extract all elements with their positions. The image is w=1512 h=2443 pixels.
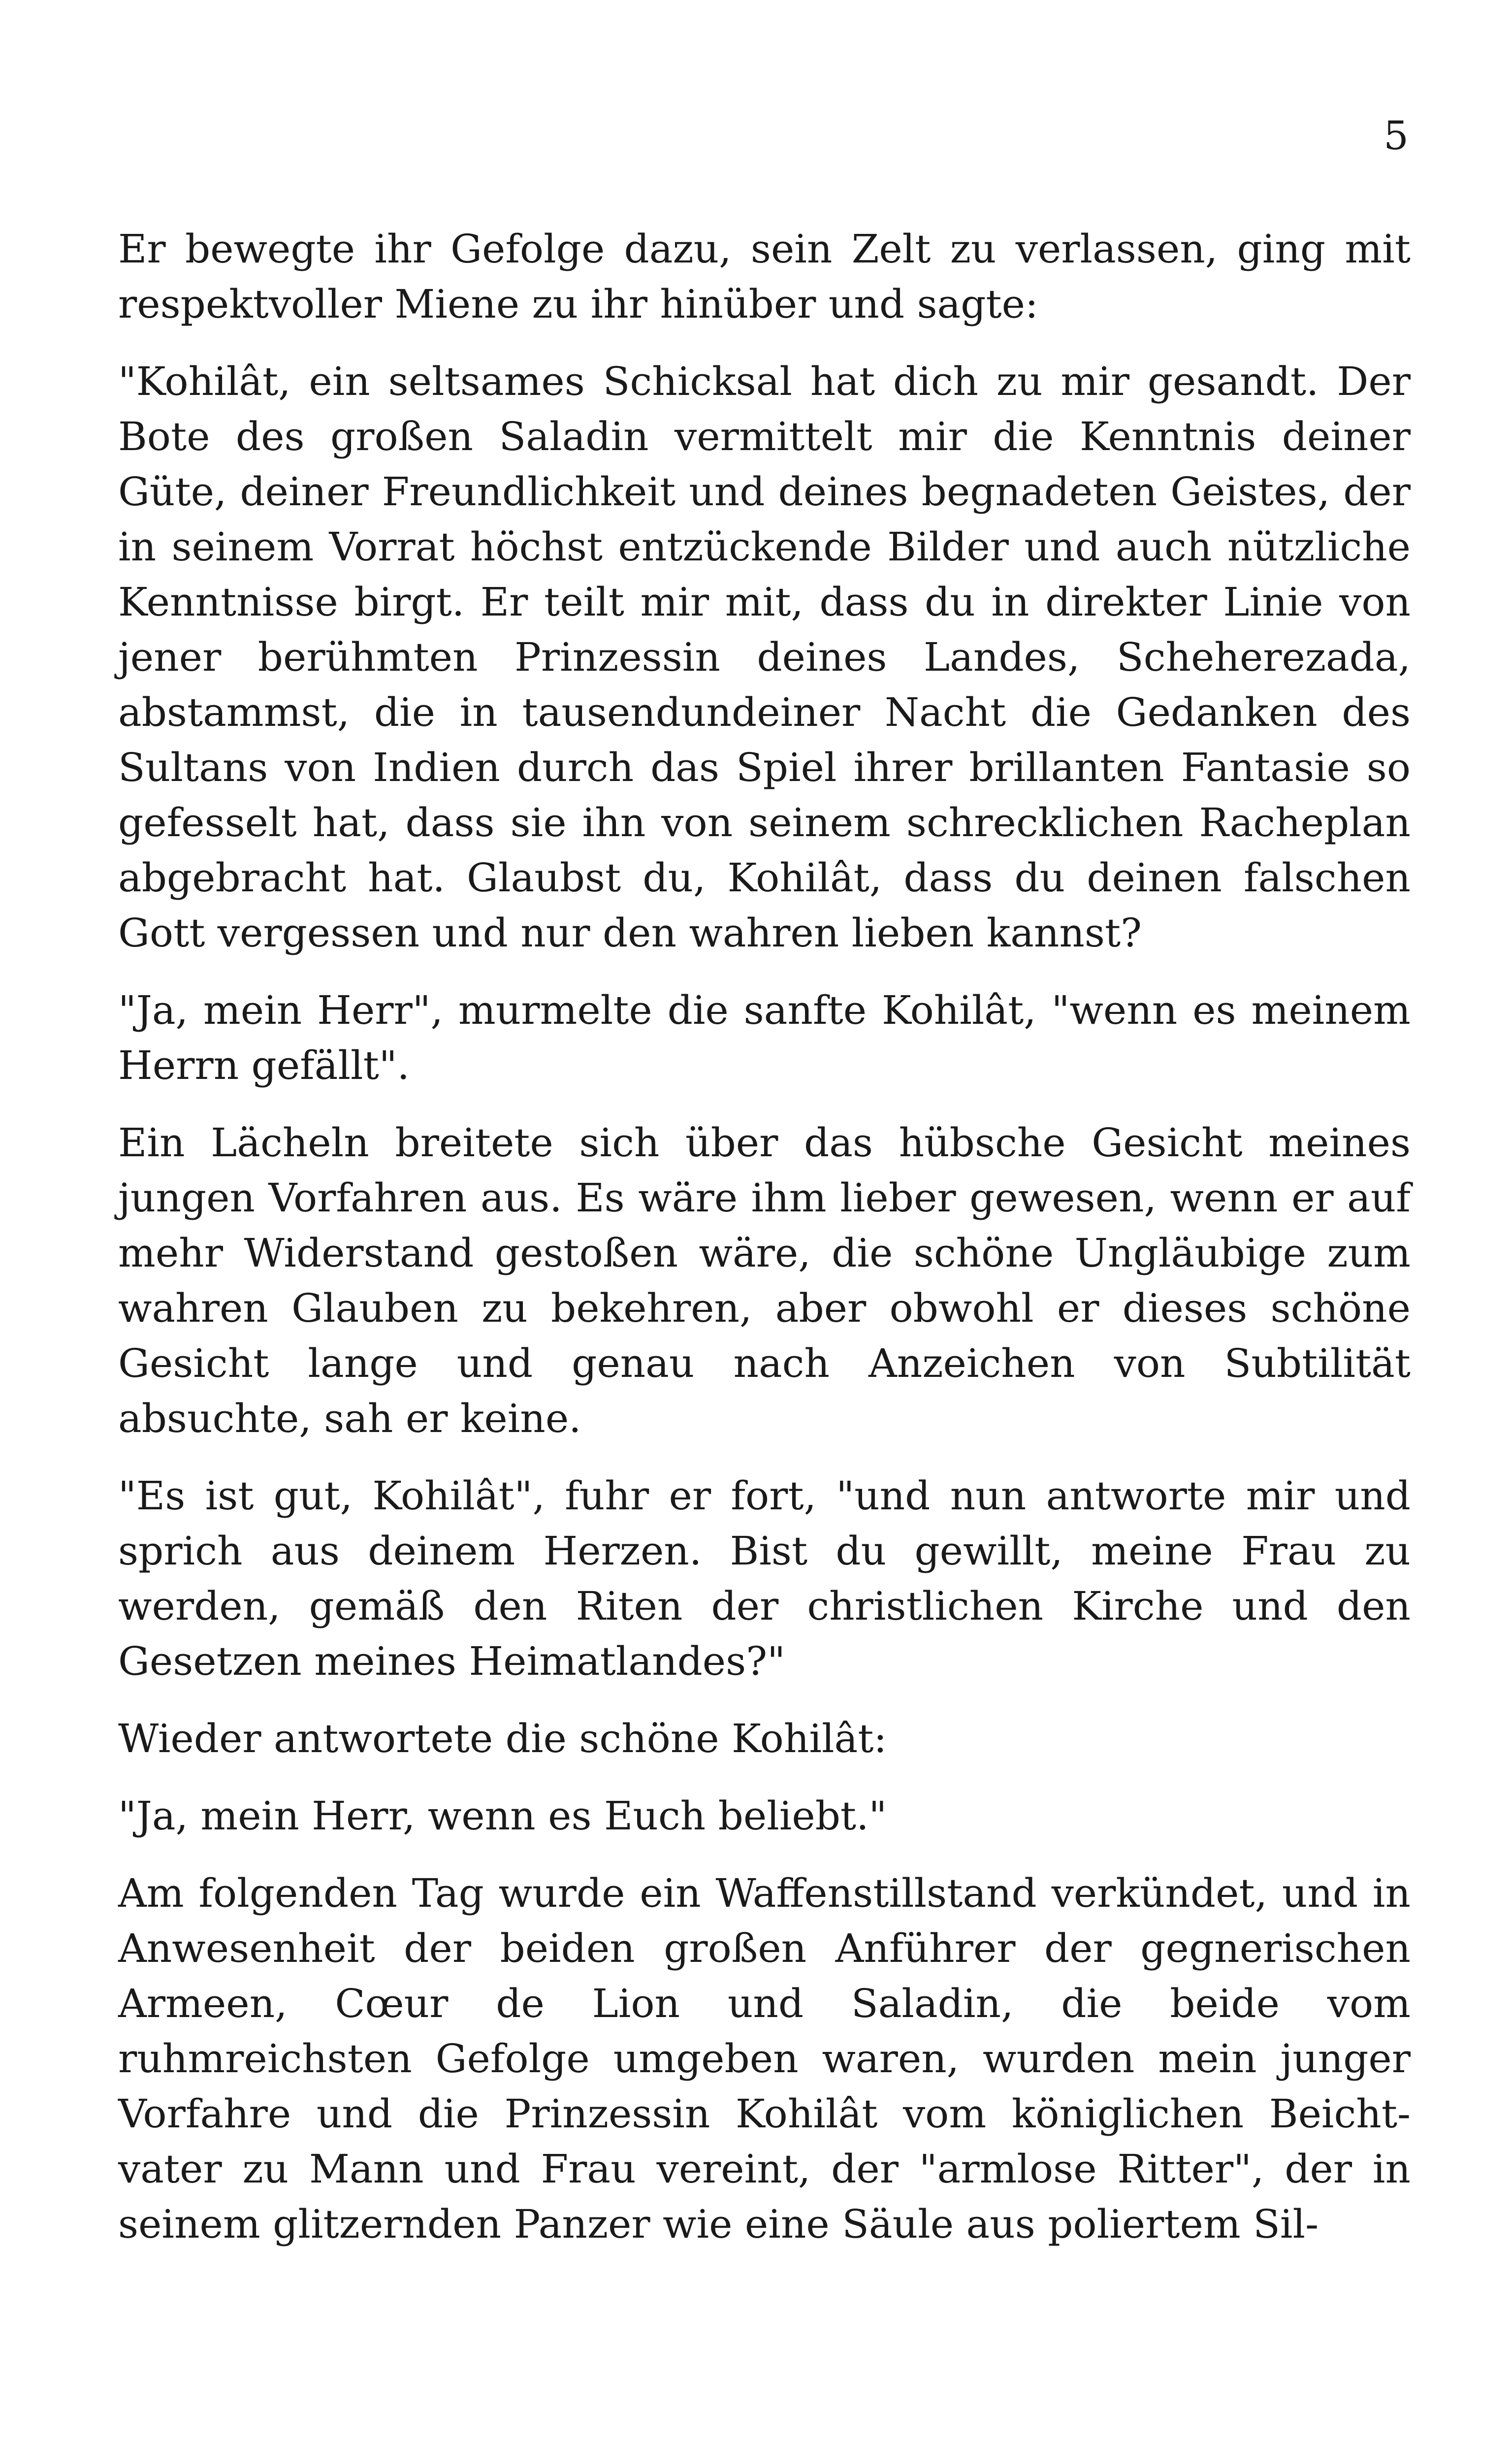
paragraph: Er bewegte ihr Gefolge dazu, sein Zelt zu verlassen, ging mit respektvoller Miene zu ihr hinüber und sagte: — [118, 226, 1411, 327]
paragraph: Am folgenden Tag wurde ein Waffenstillstand verkündet, und in Anwesenheit der beiden großen Anführer der gegnerischen Armeen, Cœur de Lion und Saladin, die beide vom ruhmreichsten Gefolge umgeben waren, wurden mein junger Vorfahre und die Prinzessin Kohilât vom königlichen Beichtvater zu Mann und Frau vereint, der "armlose Ritter", der in seinem glitzernden Panzer wie eine Säule aus poliertem Sil- — [118, 1870, 1411, 2247]
paragraph: "Es ist gut, Kohilât", fuhr er fort, "und nun antworte mir und sprich aus deinem Herzen. Bist du gewillt, meine Frau zu werden, gemäß den Riten der christlichen Kirche und den Gesetzen meines Heimatlandes?" — [118, 1473, 1411, 1684]
paragraph: Wieder antwortete die schöne Kohilât: — [118, 1716, 887, 1761]
paragraph: "Kohilât, ein seltsames Schicksal hat dich zu mir gesandt. Der Bote des großen Saladin vermittelt mir die Kenntnis deiner Güte, deiner Freundlichkeit und deines begnadeten Geistes, der in seinem Vorrat höchst entzückende Bilder und auch nützliche Kenntnisse birgt. Er teilt mir mit, dass du in direkter Linie von jener berühmten Prinzessin deines Landes, Scheherezada, abstammst, die in tausendundeiner Nacht die Gedanken des Sultans von Indien durch das Spiel ihrer brillanten Fantasie so gefesselt hat, dass sie ihn von seinem schrecklichen Racheplan abgebracht hat. Glaubst du, Kohilât, dass du deinen falschen Gott vergessen und nur den wahren lieben kannst? — [118, 358, 1411, 956]
page-body — [118, 222, 1411, 2274]
paragraph: Ein Lächeln breitete sich über das hübsche Gesicht meines jungen Vorfahren aus. Es wäre ihm lieber gewesen, wenn er auf mehr Widerstand gestoßen wäre, die schöne Ungläubige zum wahren Glauben zu bekehren, aber obwohl er dieses schöne Gesicht lange und genau nach Anzeichen von Subtilität absuchte, sah er keine. — [118, 1120, 1411, 1441]
paragraph: "Ja, mein Herr", murmelte die sanfte Kohilât, "wenn es meinem Herrn gefällt". — [118, 987, 1411, 1088]
paragraph: "Ja, mein Herr, wenn es Euch beliebt." — [118, 1793, 887, 1839]
page-number: 5 — [1383, 113, 1409, 159]
